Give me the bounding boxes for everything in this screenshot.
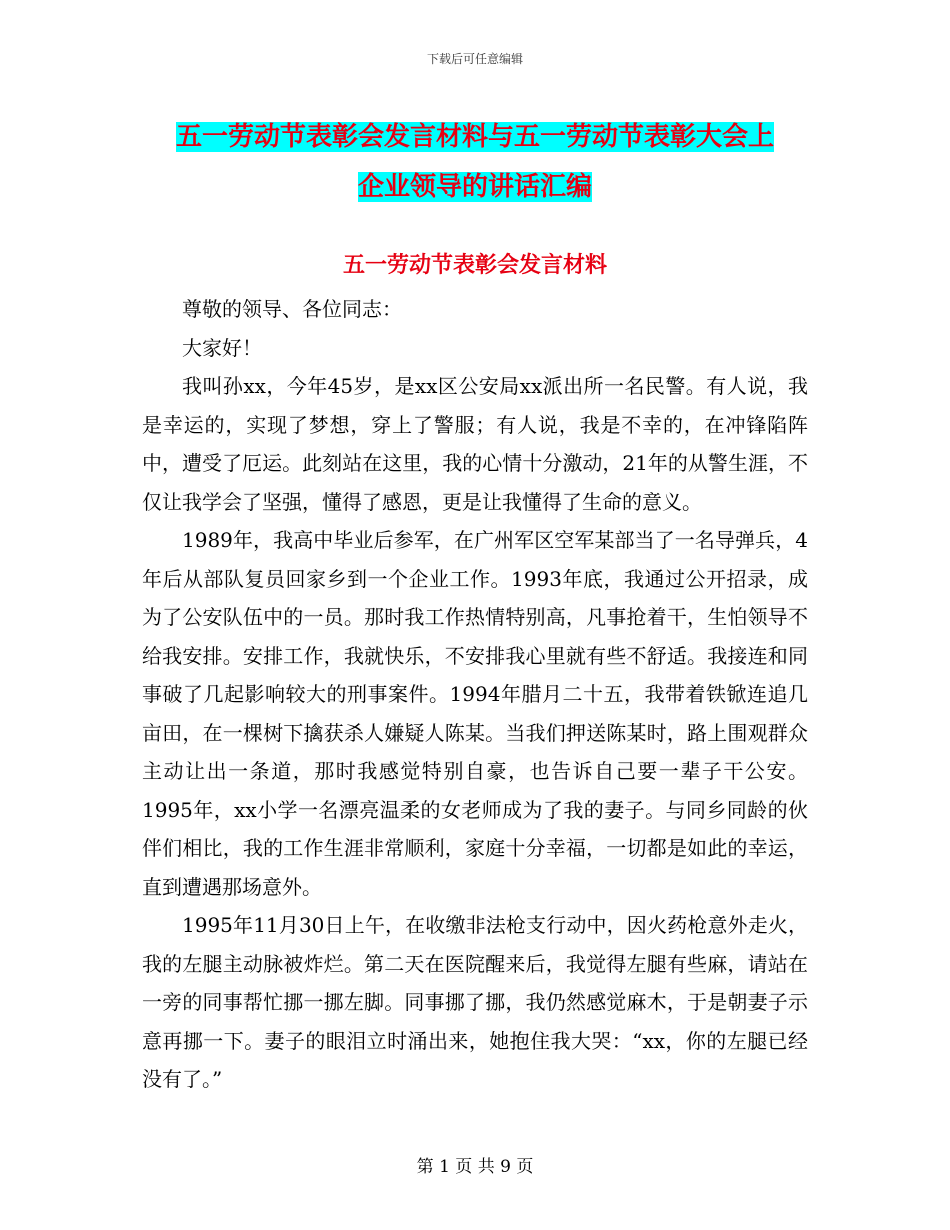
paragraph-greeting: 大家好！ — [182, 335, 262, 360]
paragraph-accident: 1995年11月30日上午，在收缴非法枪支行动中，因火药枪意外走火，我的左腿主动脉被炸烂。第二天在医院醒来后，我觉得左腿有些麻，请站在一旁的同事帮忙挪一挪左脚。同事挪了挪，我仍然感觉麻木，于是朝妻子示意再挪一下。妻子的眼泪立时涌出来，她抱住我大哭：“xx，你的左腿已经没有了。” — [142, 913, 808, 1091]
document-title-line-1: 五一劳动节表彰会发言材料与五一劳动节表彰大会上 — [175, 122, 774, 152]
body-text — [142, 290, 808, 1099]
paragraph-career: 1989年，我高中毕业后参军，在广州军区空军某部当了一名导弹兵，4年后从部队复员回家乡到一个企业工作。1993年底，我通过公开招录，成为了公安队伍中的一员。那时我工作热情特别高，凡事抢着干，生怕领导不给我安排。安排工作，我就快乐，不安排我心里就有些不舒适。我接连和同事破了几起影响较大的刑事案件。1994年腊月二十五，我带着铁锨连追几亩田，在一棵树下擒获杀人嫌疑人陈某。当我们押送陈某时，路上围观群众主动让出一条道，那时我感觉特别自豪，也告诉自己要一辈子干公安。1995年，xx小学一名漂亮温柔的女老师成为了我的妻子。与同乡同龄的伙伴们相比，我的工作生涯非常顺利，家庭十分幸福，一切都是如此的幸运，直到遭遇那场意外。 — [142, 528, 808, 899]
header-note: 下载后可任意编辑 — [426, 52, 523, 66]
section-title: 五一劳动节表彰会发言材料 — [342, 252, 607, 278]
paragraph-salutation: 尊敬的领导、各位同志： — [182, 297, 402, 321]
document-title-line-2: 企业领导的讲话汇编 — [357, 172, 592, 202]
paragraph-intro: 我叫孙xx，今年45岁，是xx区公安局xx派出所一名民警。有人说，我是幸运的，实现了梦想，穿上了警服；有人说，我是不幸的，在冲锋陷阵中，遭受了厄运。此刻站在这里，我的心情十分激动，21年的从警生涯，不仅让我学会了坚强，懂得了感恩，更是让我懂得了生命的意义。 — [142, 374, 808, 514]
document-title — [140, 112, 810, 212]
page-footer: 第 1 页 共 9 页 — [416, 1157, 534, 1177]
